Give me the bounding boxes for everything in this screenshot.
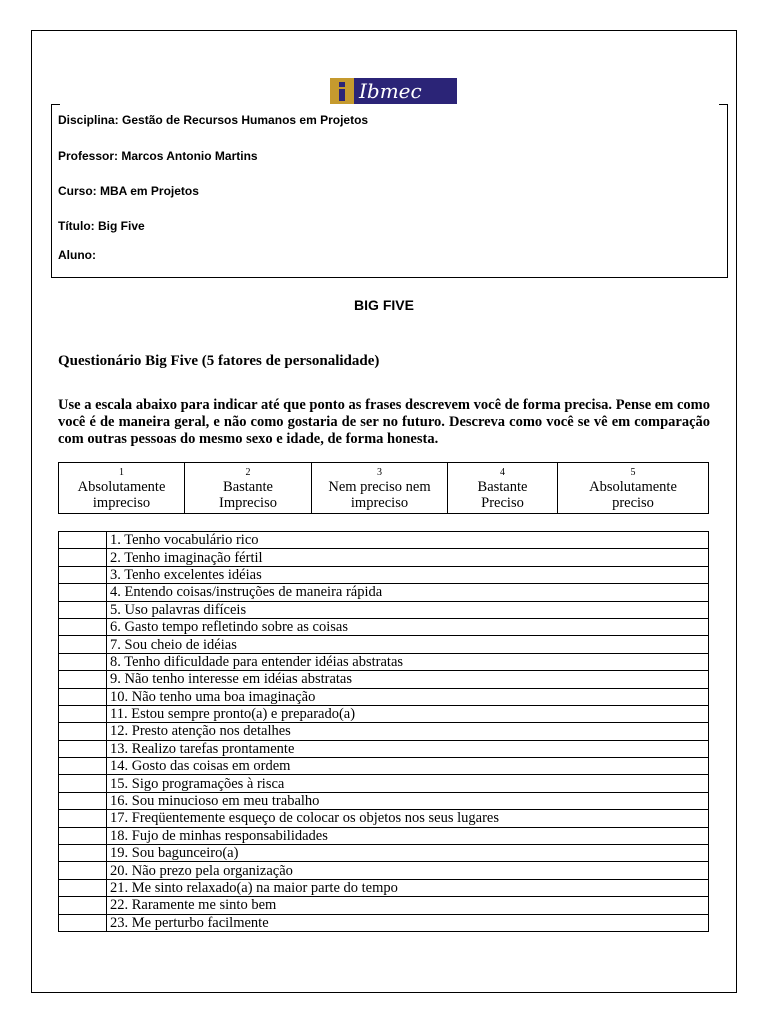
item-statement: 17. Freqüentemente esqueço de colocar os objetos nos seus lugares [107, 810, 709, 827]
scale-option-1: 1 Absolutamente impreciso [59, 463, 185, 514]
item-statement: 2. Tenho imaginação fértil [107, 549, 709, 566]
answer-cell[interactable] [59, 827, 107, 844]
table-row [59, 914, 709, 931]
answer-cell[interactable] [59, 653, 107, 670]
table-row [59, 723, 709, 740]
answer-cell[interactable] [59, 897, 107, 914]
logo-text: Ibmec [359, 79, 422, 103]
answer-cell[interactable] [59, 775, 107, 792]
header-info-box [51, 104, 728, 278]
scale-option-4: 4 Bastante Preciso [448, 463, 558, 514]
answer-cell[interactable] [59, 792, 107, 809]
item-statement: 22. Raramente me sinto bem [107, 897, 709, 914]
table-row [59, 862, 709, 879]
titulo-line: Título: Big Five [58, 219, 145, 233]
item-statement: 10. Não tenho uma boa imaginação [107, 688, 709, 705]
answer-cell[interactable] [59, 758, 107, 775]
table-row [59, 653, 709, 670]
logo-mark-icon [330, 78, 354, 104]
document-title: BIG FIVE [354, 297, 414, 313]
table-row [59, 810, 709, 827]
instructions-paragraph: Use a escala abaixo para indicar até que ponto as frases descrevem você de forma precisa. Pense em como você é de maneira geral, e não como gostaria de ser no futuro. Descreva como você se vê em comparação com outras pessoas do mesmo sexo e idade, de forma honesta. [58, 397, 710, 447]
answer-cell[interactable] [59, 566, 107, 583]
item-statement: 3. Tenho excelentes idéias [107, 566, 709, 583]
answer-cell[interactable] [59, 584, 107, 601]
table-row [59, 671, 709, 688]
answer-cell[interactable] [59, 879, 107, 896]
item-statement: 6. Gasto tempo refletindo sobre as coisas [107, 618, 709, 635]
item-statement: 7. Sou cheio de idéias [107, 636, 709, 653]
rating-scale-table [58, 462, 709, 514]
questionnaire-subtitle: Questionário Big Five (5 fatores de personalidade) [58, 353, 380, 369]
table-row [59, 827, 709, 844]
item-statement: 12. Presto atenção nos detalhes [107, 723, 709, 740]
ibmec-logo [330, 78, 457, 104]
answer-cell[interactable] [59, 688, 107, 705]
professor-line: Professor: Marcos Antonio Martins [58, 149, 258, 163]
table-row [59, 758, 709, 775]
answer-cell[interactable] [59, 914, 107, 931]
answer-cell[interactable] [59, 723, 107, 740]
answer-cell[interactable] [59, 862, 107, 879]
item-statement: 14. Gosto das coisas em ordem [107, 758, 709, 775]
disciplina-line: Disciplina: Gestão de Recursos Humanos em Projetos [58, 113, 369, 127]
table-row [59, 688, 709, 705]
answer-cell[interactable] [59, 618, 107, 635]
table-row [59, 584, 709, 601]
scale-option-5: 5 Absolutamente preciso [558, 463, 709, 514]
item-statement: 19. Sou bagunceiro(a) [107, 845, 709, 862]
item-statement: 21. Me sinto relaxado(a) na maior parte do tempo [107, 879, 709, 896]
item-statement: 8. Tenho dificuldade para entender idéias abstratas [107, 653, 709, 670]
scale-option-2: 2 Bastante Impreciso [185, 463, 312, 514]
item-statement: 5. Uso palavras difíceis [107, 601, 709, 618]
curso-line: Curso: MBA em Projetos [58, 184, 199, 198]
table-row [59, 549, 709, 566]
table-row [59, 532, 709, 549]
answer-cell[interactable] [59, 532, 107, 549]
item-statement: 18. Fujo de minhas responsabilidades [107, 827, 709, 844]
answer-cell[interactable] [59, 601, 107, 618]
answer-cell[interactable] [59, 740, 107, 757]
answer-cell[interactable] [59, 705, 107, 722]
table-row [59, 740, 709, 757]
item-statement: 13. Realizo tarefas prontamente [107, 740, 709, 757]
answer-cell[interactable] [59, 549, 107, 566]
answer-cell[interactable] [59, 671, 107, 688]
answer-cell[interactable] [59, 636, 107, 653]
item-statement: 9. Não tenho interesse em idéias abstratas [107, 671, 709, 688]
table-row [59, 775, 709, 792]
aluno-line: Aluno: [58, 248, 96, 262]
questionnaire-items-table [58, 531, 709, 932]
table-row [59, 601, 709, 618]
table-row [59, 618, 709, 635]
table-row [59, 845, 709, 862]
item-statement: 1. Tenho vocabulário rico [107, 532, 709, 549]
scale-option-3: 3 Nem preciso nem impreciso [312, 463, 448, 514]
item-statement: 20. Não prezo pela organização [107, 862, 709, 879]
table-row [59, 705, 709, 722]
table-row [59, 566, 709, 583]
item-statement: 4. Entendo coisas/instruções de maneira rápida [107, 584, 709, 601]
item-statement: 23. Me perturbo facilmente [107, 914, 709, 931]
table-row [59, 636, 709, 653]
item-statement: 16. Sou minucioso em meu trabalho [107, 792, 709, 809]
answer-cell[interactable] [59, 810, 107, 827]
table-row [59, 897, 709, 914]
table-row [59, 879, 709, 896]
item-statement: 15. Sigo programações à risca [107, 775, 709, 792]
table-row [59, 792, 709, 809]
item-statement: 11. Estou sempre pronto(a) e preparado(a) [107, 705, 709, 722]
answer-cell[interactable] [59, 845, 107, 862]
